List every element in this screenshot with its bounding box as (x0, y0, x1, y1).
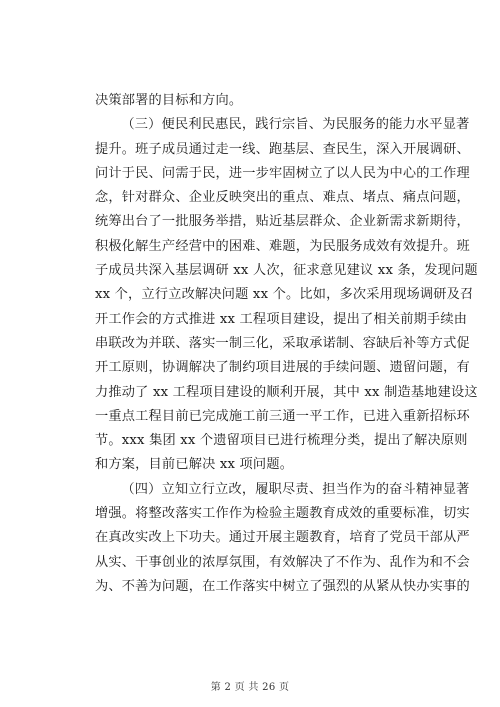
paragraph-line: （四）立知立行立改，履职尽责、担当作为的奋斗精神显著 (121, 481, 470, 497)
paragraph-line: 为、不善为问题，在工作落实中树立了强烈的从紧从快办实事的 (95, 578, 470, 594)
page-number-footer: 第 2 页 共 26 页 (210, 682, 290, 693)
paragraph-line: xx 个，立行立改解决问题 xx 个。比如，多次采用现场调研及召 (95, 287, 474, 303)
paragraph-line: 节。xxx 集团 xx 个遗留项目已进行梳理分类，提出了解决原则 (95, 433, 468, 449)
paragraph-line: 开工原则，协调解决了制约项目进展的手续问题、遗留问题，有 (95, 360, 470, 376)
paragraph-line: 子成员共深入基层调研 xx 人次，征求意见建议 xx 条，发现问题 (95, 263, 478, 279)
paragraph-line: 提升。班子成员通过走一线、跑基层、查民生，深入开展调研、 (95, 141, 470, 157)
paragraph-line: 在真改实改上下功夫。通过开展主题教育，培育了党员干部从严 (95, 530, 470, 546)
paragraph-line: 和方案，目前已解决 xx 项问题。 (95, 457, 294, 473)
document-body (95, 89, 478, 599)
paragraph-line: 增强。将整改落实工作作为检验主题教育成效的重要标准，切实 (95, 506, 470, 522)
paragraph-line: 从实、干事创业的浓厚氛围，有效解决了不作为、乱作为和不会 (95, 554, 470, 570)
paragraph-line: 决策部署的目标和方向。 (95, 93, 243, 108)
paragraph-line: 开工作会的方式推进 xx 工程项目建设，提出了相关前期手续由 (95, 311, 468, 327)
paragraph-line: 积极化解生产经营中的困难、难题，为民服务成效有效提升。班 (95, 238, 470, 254)
paragraph-line: 念，针对群众、企业反映突出的重点、难点、堵点、痛点问题， (95, 190, 470, 206)
paragraph-line: （三）便民利民惠民，践行宗旨、为民服务的能力水平显著 (121, 117, 470, 133)
paragraph-line: 力推动了 xx 工程项目建设的顺利开展，其中 xx 制造基地建设这 (95, 384, 478, 400)
paragraph-line: 统筹出台了一批服务举措，贴近基层群众、企业新需求新期待， (95, 214, 470, 230)
paragraph-line: 问计于民、问需于民，进一步牢固树立了以人民为中心的工作理 (95, 165, 470, 181)
paragraph-line: 一重点工程目前已完成施工前三通一平工作，已进入重新招标环 (95, 408, 470, 424)
paragraph-line: 串联改为并联、落实一制三化，采取承诺制、容缺后补等方式促 (95, 335, 470, 351)
